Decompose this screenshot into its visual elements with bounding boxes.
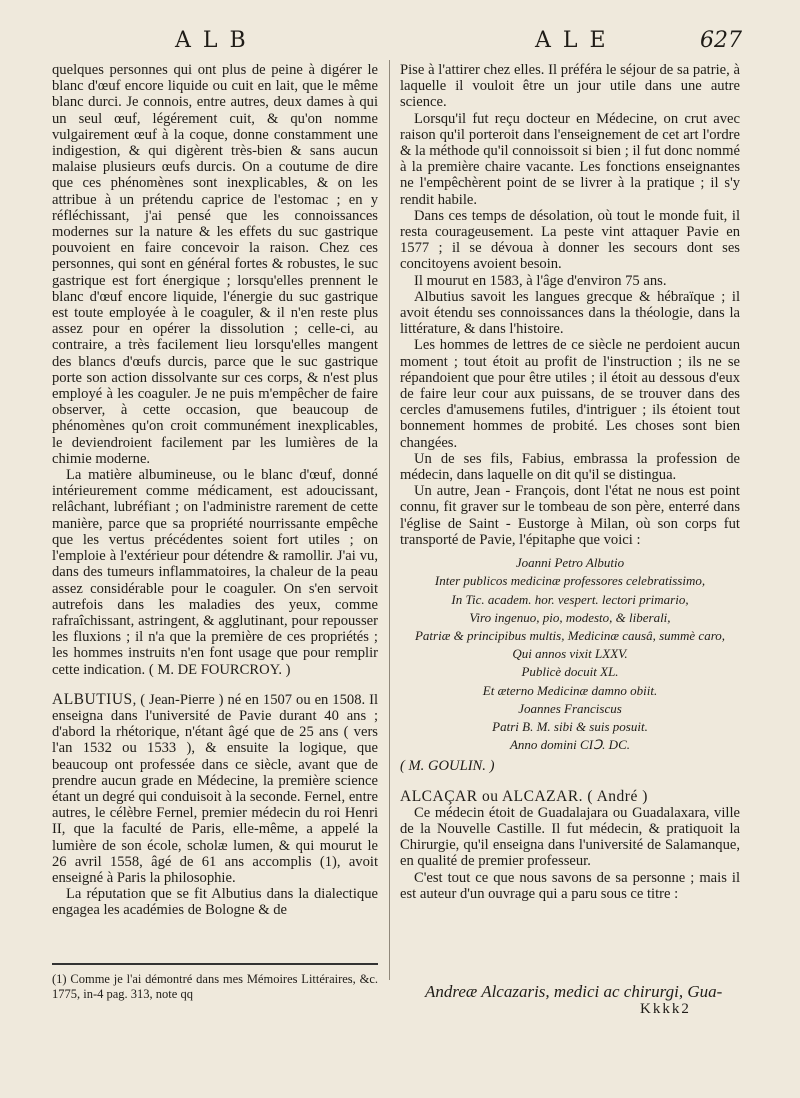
running-header: [0, 28, 800, 58]
left-column: [52, 62, 378, 919]
entry-heading: ALBUTIUS: [52, 690, 133, 708]
epitaph-line: Joanni Petro Albutio: [515, 555, 625, 571]
epitaph-line: Inter publicos medicinæ professores celebratissimo,: [434, 573, 706, 589]
column-divider: [389, 60, 390, 980]
paragraph: La matière albumineuse, ou le blanc d'œuf, donné intérieurement comme médicament, est adoucissant, relâchant, lubréfiant ; on l'administre rarement de cette manière, parce que sa propriété nourrissante empêche que les vertus précédentes soient fort utiles ; on l'emploie à l'extérieur pour détendre & ramollir. J'ai vu, dans des tumeurs inflammatoires, la chaleur de la peau assez considérable pour le coaguler. On s'en servoit autrefois dans les maladies des yeux, comme rafraîchissant, astringent, & agglutinant, pour repousser les fluxions ; il n'a que la première de ces propriétés ; les hommes instruits n'en font usage que pour remplir cette indication. ( M. DE FOURCROY. ): [52, 467, 378, 678]
epitaph-line: Qui annos vixit LXXV.: [512, 646, 628, 662]
header-right: ALE: [535, 28, 618, 53]
entry-heading-alcacar: ALCAÇAR ou ALCAZAR. ( André ): [400, 787, 648, 805]
paragraph: Dans ces temps de désolation, où tout le monde fuit, il resta courageusement. La peste vint attaquer Pavie en 1577 ; il se dévoua à donner les secours dont ses concitoyens avoient besoin.: [400, 207, 740, 273]
right-column: [400, 62, 740, 902]
epitaph-line: Anno domini CIↃ. DC.: [509, 737, 630, 753]
footnote-rule: [52, 963, 378, 965]
epitaph: [400, 554, 740, 754]
paragraph: Un autre, Jean - François, dont l'état ne nous est point connu, fit graver sur le tombeau de son père, enterré dans l'église de Saint - Eustorge à Milan, où son corps fut transporté de Pavie, l'épitaphe que voici :: [400, 483, 740, 548]
epitaph-line: Patriæ & principibus multis, Medicinæ causâ, summè caro,: [414, 627, 726, 643]
footnote: (1) Comme je l'ai démontré dans mes Mémoires Littéraires, &c. 1775, in-4 pag. 313, note qq: [52, 972, 378, 1001]
paragraph: Les hommes de lettres de ce siècle ne perdoient aucun moment ; tout étoit au profit de l'instruction ; ils ne se répandoient que pour être utiles ; il étoit au dessous d'eux de faire leur cour aux puissans, de se trouver dans des cercles d'amusemens futiles, d'intriguer ; ils étoient tout bonnement hommes de probité. Les choses sont bien changées.: [400, 337, 740, 451]
paragraph: Pise à l'attirer chez elles. Il préféra le séjour de sa patrie, à laquelle il vouloit être un jour utile dans une autre science.: [400, 62, 740, 111]
epitaph-line: Joannes Franciscus: [518, 700, 622, 716]
paragraph: C'est tout ce que nous savons de sa personne ; mais il est auteur d'un ouvrage qui a paru sous ce titre :: [400, 869, 740, 902]
paragraph: Lorsqu'il fut reçu docteur en Médecine, on crut avec raison qu'il porteroit dans l'enseignement de cet art l'ordre & la méthode qu'il connoissoit si bien ; il fut donc nommé à la première chaire vacante. Les fonctions enseignantes ne l'empêchèrent point de se livrer à la pratique ; il s'y rendit habile.: [400, 110, 740, 208]
paragraph: Il mourut en 1583, à l'âge d'environ 75 ans.: [414, 272, 667, 289]
epitaph-line: Viro ingenuo, pio, modesto, & liberali,: [469, 609, 671, 625]
paragraph: La réputation que se fit Albutius dans la dialectique engagea les académies de Bologne & de: [52, 886, 378, 919]
paragraph: Un de ses fils, Fabius, embrassa la profession de médecin, dans laquelle on dit qu'il se distingua.: [400, 450, 740, 484]
epitaph-line: Publicè docuit XL.: [521, 664, 619, 680]
entry-text: , ( Jean-Pierre ) né en 1507 ou en 1508. Il enseigna dans l'université de Pavie durant 40 ans ; d'abord la rhétorique, n'étant âgé que de 25 ans ( vers l'an 1532 ou 1533 ), & ensuite la logique, que beaucoup ont professée dans ce siècle, avant que de prendre aucun grade en Médecine, la première science étant un degré qui conduisoit à la seconde. Fernel, entre autres, le célèbre Fernel, premier médecin du roi Henri II, que la faculté de Paris, elle-même, a appelé la lumière de son école, scholæ lumen, & qui mourut le 26 avril 1558, âgé de 61 ans accomplis (1), avoit enseigné à Paris la philosophie.: [52, 691, 378, 886]
paragraph: quelques personnes qui ont plus de peine à digérer le blanc d'œuf encore liquide ou cuit en lait, que le même blanc durci. Je connois, entre autres, deux dames à qui un seul œuf, légérement cuit, & qu'on nomme vulgairement œuf à la coque, donne constamment une indigestion, & qui digèrent très-bien & sans aucun malaise plusieurs œufs durcis. On a coutume de dire que ces phénomènes sont inexplicables, & on les attribue à un prétendu caprice de l'estomac ; en y réfléchissant, j'ai pensé que les connoissances modernes sur la nature & les effets du suc gastrique pouvoient en faire concevoir la raison. Chez ces personnes, qui sont en général fortes & robustes, le suc gastrique est fort énergique ; lorsqu'elles prennent le blanc d'œuf encore liquide, l'énergie du suc gastrique est toute employée à le coaguler, & il n'en reste plus assez pour en opérer la dissolution ; celle-ci, au contraire, a très facilement lieu lorsqu'elles mangent des blancs d'œufs durcis, parce que le suc gastrique porte son action dissolvante sur ces corps, & n'est plus employé à les coaguler. Je ne puis m'empêcher de faire observer, à cette occasion, que beaucoup de phénomènes qu'on croit communément inexplicables, le deviendroient facilement par les lumières de la chimie moderne.: [52, 62, 378, 467]
signature-mark: Kkkk2: [640, 1001, 691, 1017]
page-number: 627: [700, 28, 742, 53]
header-left: ALB: [175, 28, 258, 53]
epitaph-line: In Tic. academ. hor. vespert. lectori primario,: [451, 591, 689, 607]
paragraph: Albutius savoit les langues grecque & hébraïque ; il avoit étendu ses connoissances dans la théologie, dans la littérature, & dans l'histoire.: [400, 288, 740, 338]
author-signature: ( M. GOULIN. ): [400, 758, 495, 775]
paragraph: Ce médecin étoit de Guadalajara ou Guadalaxara, ville de la Nouvelle Castille. Il fut médecin, & pratiquoit la Chirurgie, qu'il enseigna dans l'université de Salamanque, en qualité de premier professeur.: [400, 804, 740, 870]
catchline: Andreæ Alcazaris, medici ac chirurgi, Gua-: [425, 982, 723, 1001]
epitaph-line: Patri B. M. sibi & suis posuit.: [492, 718, 648, 734]
entry-albutius: [52, 692, 378, 886]
epitaph-line: Et æterno Medicinæ damno obiit.: [482, 682, 658, 698]
